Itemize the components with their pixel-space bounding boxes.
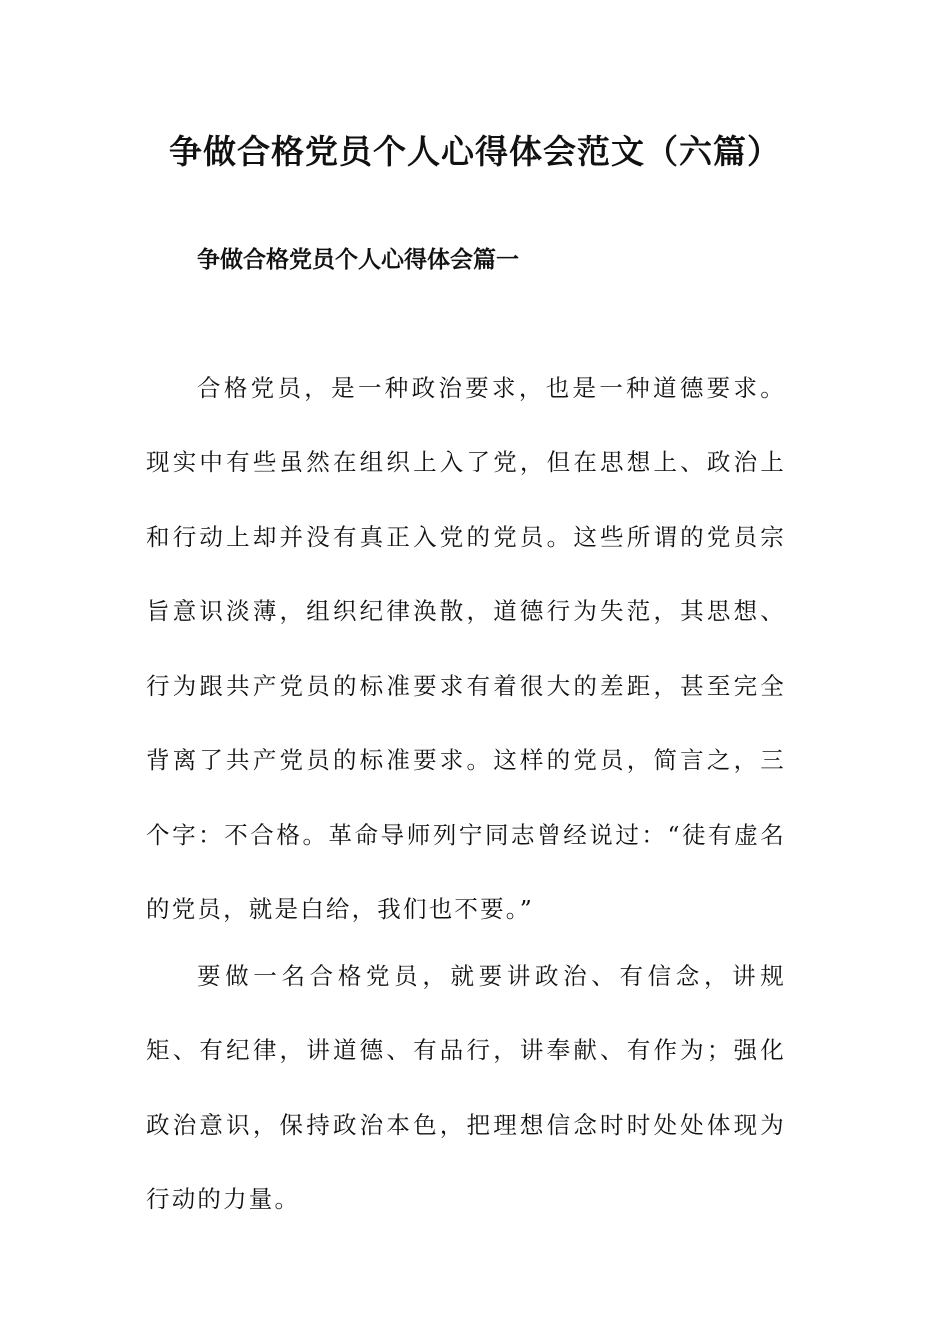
body-paragraph-1: 合格党员，是一种政治要求，也是一种道德要求。现实中有些虽然在组织上入了党，但在思想上、政治上和行动上却并没有真正入党的党员。这些所谓的党员宗旨意识淡薄，组织纪律涣散，道德行为失范，其思想、行为跟共产党员的标准要求有着很大的差距，甚至完全背离了共产党员的标准要求。这样的党员，简言之，三个字：不合格。革命导师列宁同志曾经说过：“徒有虚名的党员，就是白给，我们也不要。” xyxy=(146,373,786,923)
section-heading: 争做合格党员个人心得体会篇一 xyxy=(197,247,519,273)
document-title: 争做合格党员个人心得体会范文（六篇） xyxy=(169,132,781,171)
body-paragraph-2: 要做一名合格党员，就要讲政治、有信念，讲规矩、有纪律，讲道德、有品行，讲奉献、有作为；强化政治意识，保持政治本色，把理想信念时时处处体现为行动的力量。 xyxy=(146,961,786,1213)
